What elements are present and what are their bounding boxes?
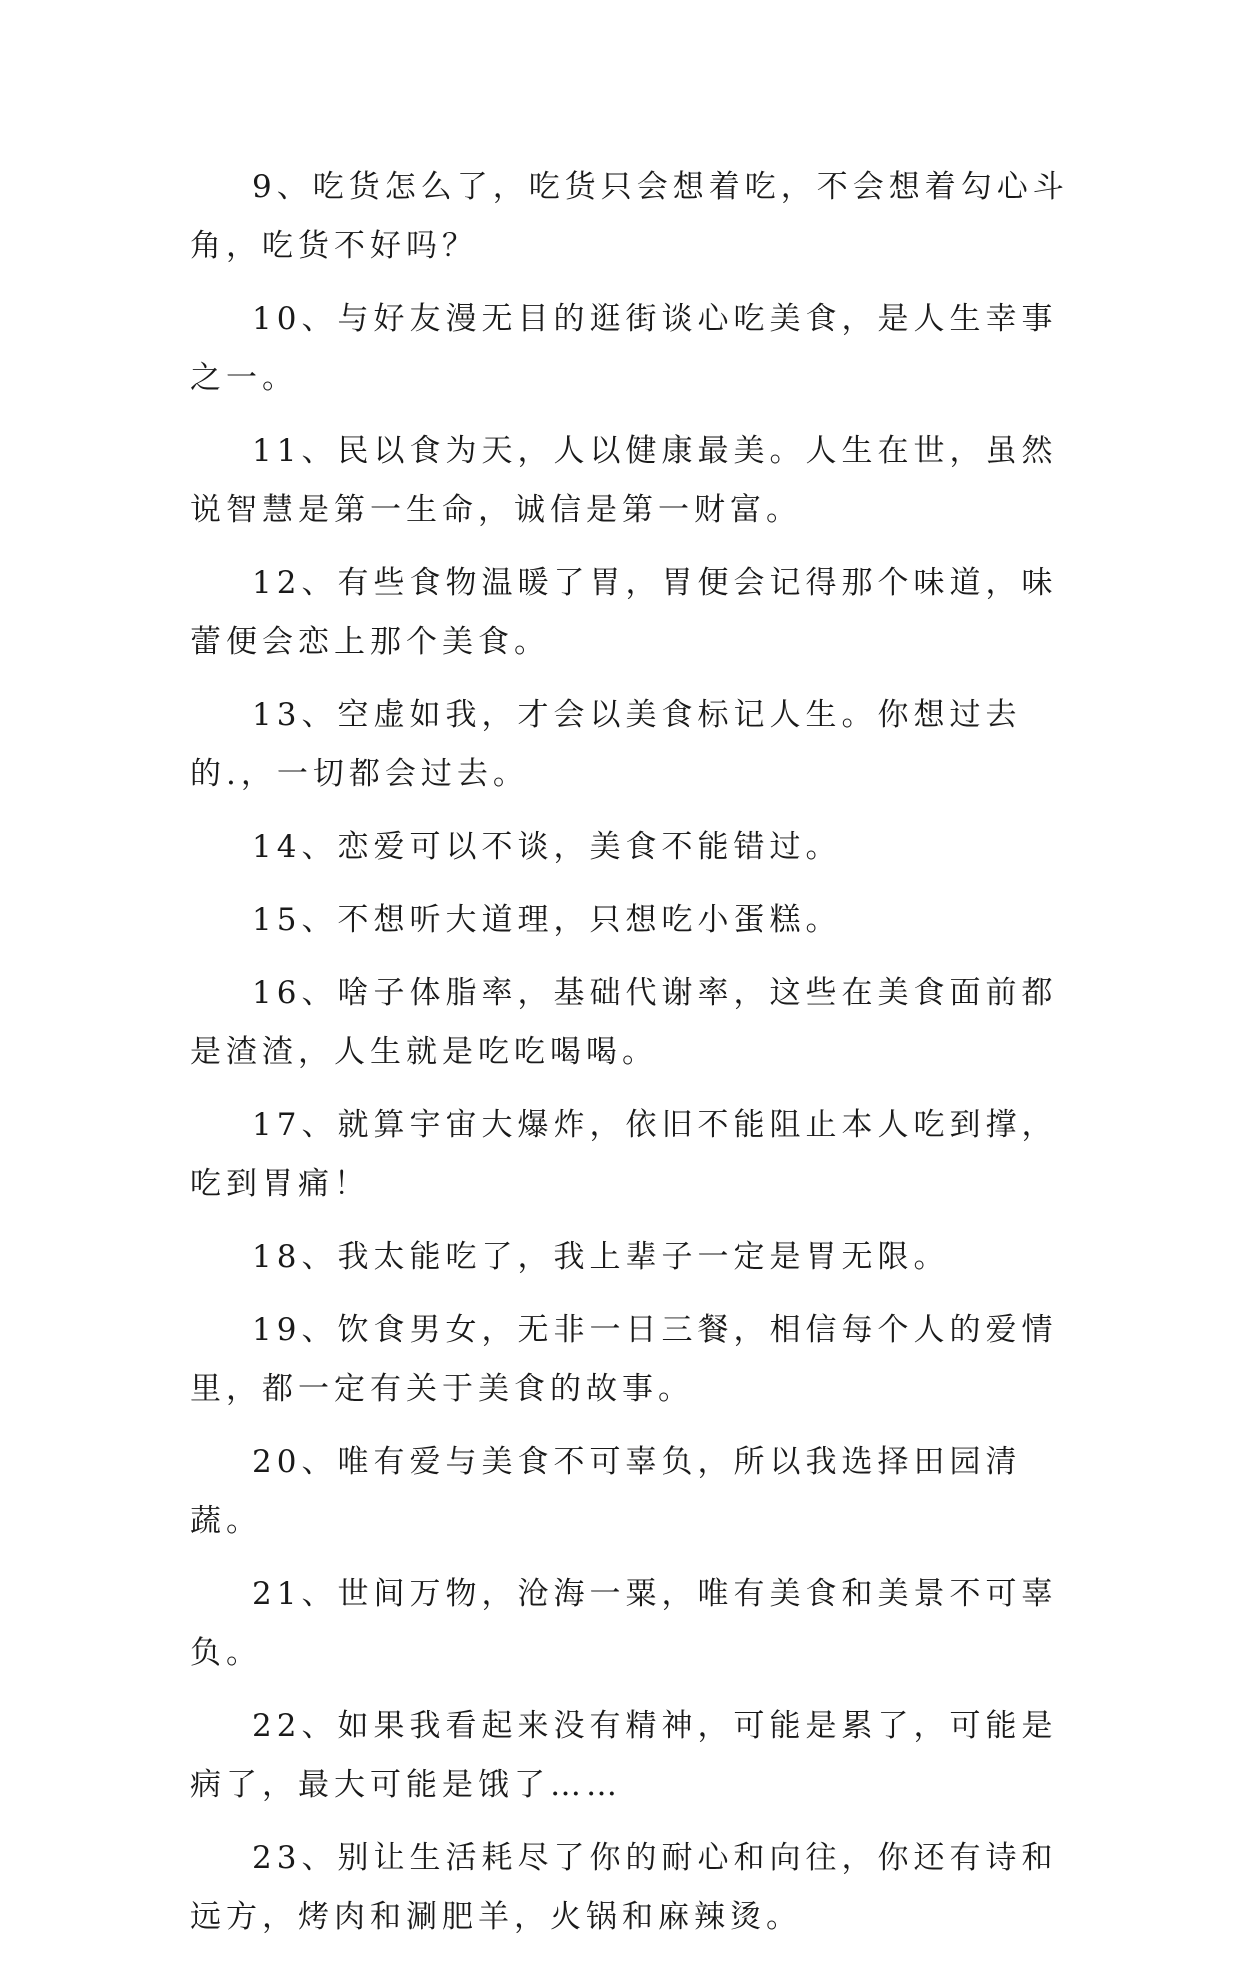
paragraph-9: 9、吃货怎么了，吃货只会想着吃，不会想着勾心斗角，吃货不好吗？ [190, 169, 1069, 264]
paragraph-18: 18、我太能吃了，我上辈子一定是胃无限。 [252, 1239, 950, 1275]
paragraph-22: 22、如果我看起来没有精神，可能是累了，可能是病了，最大可能是饿了…… [190, 1708, 1058, 1803]
paragraph-11: 11、民以食为天，人以健康最美。人生在世，虽然说智慧是第一生命，诚信是第一财富。 [190, 433, 1058, 528]
paragraph-23: 23、别让生活耗尽了你的耐心和向往，你还有诗和远方，烤肉和涮肥羊，火锅和麻辣烫。 [190, 1840, 1058, 1935]
paragraph-12: 12、有些食物温暖了胃，胃便会记得那个味道，味蕾便会恋上那个美食。 [190, 565, 1058, 660]
paragraph-20: 20、唯有爱与美食不可辜负，所以我选择田园清蔬。 [190, 1444, 1022, 1539]
paragraph-10: 10、与好友漫无目的逛街谈心吃美食，是人生幸事之一。 [190, 301, 1058, 396]
paragraph-19: 19、饮食男女，无非一日三餐，相信每个人的爱情里，都一定有关于美食的故事。 [190, 1312, 1058, 1407]
paragraph-21: 21、世间万物，沧海一粟，唯有美食和美景不可辜负。 [190, 1576, 1058, 1671]
paragraph-16: 16、啥子体脂率，基础代谢率，这些在美食面前都是渣渣，人生就是吃吃喝喝。 [190, 975, 1058, 1070]
paragraph-13: 13、空虚如我，才会以美食标记人生。你想过去的.，一切都会过去。 [190, 697, 1022, 792]
paragraph-14: 14、恋爱可以不谈，美食不能错过。 [252, 829, 842, 865]
document-body [190, 158, 1070, 1961]
paragraph-15: 15、不想听大道理，只想吃小蛋糕。 [252, 902, 842, 938]
paragraph-17: 17、就算宇宙大爆炸，依旧不能阻止本人吃到撑，吃到胃痛！ [190, 1107, 1058, 1202]
